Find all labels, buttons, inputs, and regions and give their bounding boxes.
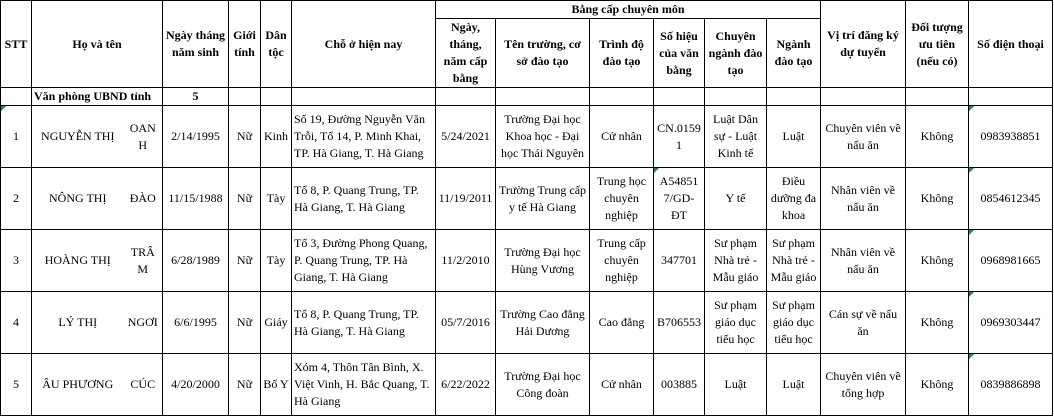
cell-stt: 1 bbox=[1, 106, 32, 168]
cell-level: Cử nhân bbox=[590, 106, 654, 168]
header-row-1 bbox=[1, 1, 1053, 19]
table-row bbox=[1, 168, 1053, 230]
cell-dob: 4/20/2000 bbox=[163, 354, 229, 416]
table-row bbox=[1, 106, 1053, 168]
cell-position: Chuyên viên về nấu ăn bbox=[821, 106, 906, 168]
table-row bbox=[1, 230, 1053, 292]
cell-cert-no: 347701 bbox=[654, 230, 705, 292]
section-empty bbox=[229, 88, 261, 106]
cell-family-name: NGUYỄN THỊ bbox=[32, 106, 124, 168]
cell-address: Tổ 3, Đường Phong Quang, P. Quang Trung, TP. Hà Giang, T. Hà Giang bbox=[292, 230, 436, 292]
cell-dob: 2/14/1995 bbox=[163, 106, 229, 168]
header-position: Vị trí đăng ký dự tuyển bbox=[821, 1, 906, 88]
cell-school: Trường Đại học Công đoàn bbox=[496, 354, 590, 416]
cell-level: Trung học chuyên nghiệp bbox=[590, 168, 654, 230]
section-empty bbox=[496, 88, 590, 106]
section-empty bbox=[906, 88, 969, 106]
cell-given-name: ĐÀO bbox=[124, 168, 163, 230]
cell-family-name: ÂU PHƯƠNG bbox=[32, 354, 124, 416]
section-empty bbox=[590, 88, 654, 106]
cell-priority: Không bbox=[906, 106, 969, 168]
cell-stt: 5 bbox=[1, 354, 32, 416]
cell-specialty: Sư phạm Nhà trẻ - Mẫu giáo bbox=[705, 230, 767, 292]
cell-address: Xóm 4, Thôn Tân Bình, X. Việt Vinh, H. Bắc Quang, T. Hà Giang bbox=[292, 354, 436, 416]
cell-address: Tổ 8, P. Quang Trung, TP. Hà Giang, T. Hà Giang bbox=[292, 292, 436, 354]
header-level: Trình độ đào tạo bbox=[590, 19, 654, 88]
cell-ethnic: Tày bbox=[261, 230, 292, 292]
cell-position: Cán sự về nấu ăn bbox=[821, 292, 906, 354]
cell-issue-date: 11/2/2010 bbox=[436, 230, 496, 292]
cell-ethnic: Bố Y bbox=[261, 354, 292, 416]
cell-school: Trường Trung cấp y tế Hà Giang bbox=[496, 168, 590, 230]
cell-specialty: Luật Dân sự - Luật Kinh tế bbox=[705, 106, 767, 168]
cell-phone: 0968981665 bbox=[969, 230, 1053, 292]
section-empty bbox=[261, 88, 292, 106]
cell-school: Trường Cao đẳng Hải Dương bbox=[496, 292, 590, 354]
header-major: Ngành đào tạo bbox=[767, 19, 821, 88]
cell-cert-no: CN.0159 1 bbox=[654, 106, 705, 168]
cell-phone: 0854612345 bbox=[969, 168, 1053, 230]
header-cert-no: Số hiệu của văn bằng bbox=[654, 19, 705, 88]
cell-given-name: TRÂM bbox=[124, 230, 163, 292]
cell-phone: 0839886898 bbox=[969, 354, 1053, 416]
cell-gender: Nữ bbox=[229, 354, 261, 416]
cell-issue-date: 6/22/2022 bbox=[436, 354, 496, 416]
section-empty bbox=[705, 88, 767, 106]
section-empty bbox=[767, 88, 821, 106]
cell-given-name: OANH bbox=[124, 106, 163, 168]
cell-address: Tổ 8, P. Quang Trung, TP. Hà Giang, T. Hà Giang bbox=[292, 168, 436, 230]
cell-school: Trường Đại học Khoa học - Đại học Thái Nguyên bbox=[496, 106, 590, 168]
table-row bbox=[1, 354, 1053, 416]
header-specialty: Chuyên ngành đào tạo bbox=[705, 19, 767, 88]
header-school: Tên trường, cơ sở đào tạo bbox=[496, 19, 590, 88]
table-row bbox=[1, 292, 1053, 354]
cell-gender: Nữ bbox=[229, 168, 261, 230]
cell-ethnic: Kinh bbox=[261, 106, 292, 168]
cell-major: Sư phạm giáo dục tiểu học bbox=[767, 292, 821, 354]
cell-major: Điều dưỡng đa khoa bbox=[767, 168, 821, 230]
cell-specialty: Sư phạm giáo dục tiểu học bbox=[705, 292, 767, 354]
cell-issue-date: 05/7/2016 bbox=[436, 292, 496, 354]
cell-cert-no: 003885 bbox=[654, 354, 705, 416]
cell-level: Cử nhân bbox=[590, 354, 654, 416]
cell-stt: 4 bbox=[1, 292, 32, 354]
cell-phone: 0983938851 bbox=[969, 106, 1053, 168]
cell-stt: 2 bbox=[1, 168, 32, 230]
cell-cert-no: A54851 7/GD-ĐT bbox=[654, 168, 705, 230]
cell-stt: 3 bbox=[1, 230, 32, 292]
cell-position: Nhân viên về nấu ăn bbox=[821, 230, 906, 292]
cell-cert-no: B706553 bbox=[654, 292, 705, 354]
cell-major: Sư phạm Nhà trẻ - Mẫu giáo bbox=[767, 230, 821, 292]
cell-priority: Không bbox=[906, 292, 969, 354]
cell-ethnic: Giáy bbox=[261, 292, 292, 354]
section-empty bbox=[654, 88, 705, 106]
cell-ethnic: Tày bbox=[261, 168, 292, 230]
header-qualification-group: Bằng cấp chuyên môn bbox=[436, 1, 821, 19]
header-stt: STT bbox=[1, 1, 32, 88]
cell-school: Trường Đại học Hùng Vương bbox=[496, 230, 590, 292]
cell-family-name: NÔNG THỊ bbox=[32, 168, 124, 230]
cell-specialty: Y tế bbox=[705, 168, 767, 230]
header-dob: Ngày tháng năm sinh bbox=[163, 1, 229, 88]
header-phone: Số điện thoại bbox=[969, 1, 1053, 88]
cell-issue-date: 11/19/2011 bbox=[436, 168, 496, 230]
section-empty bbox=[969, 88, 1053, 106]
cell-position: Chuyên viên về tổng hợp bbox=[821, 354, 906, 416]
header-issue-date: Ngày, tháng, năm cấp bằng bbox=[436, 19, 496, 88]
cell-issue-date: 5/24/2021 bbox=[436, 106, 496, 168]
cell-position: Nhân viên về nấu ăn bbox=[821, 168, 906, 230]
section-stt bbox=[1, 88, 32, 106]
cell-family-name: HOÀNG THỊ bbox=[32, 230, 124, 292]
cell-priority: Không bbox=[906, 168, 969, 230]
cell-gender: Nữ bbox=[229, 106, 261, 168]
cell-level: Trung cấp chuyên nghiệp bbox=[590, 230, 654, 292]
cell-gender: Nữ bbox=[229, 230, 261, 292]
header-priority: Đối tượng ưu tiên (nếu có) bbox=[906, 1, 969, 88]
cell-major: Luật bbox=[767, 106, 821, 168]
section-empty bbox=[436, 88, 496, 106]
header-gender: Giới tính bbox=[229, 1, 261, 88]
cell-priority: Không bbox=[906, 354, 969, 416]
section-empty bbox=[821, 88, 906, 106]
header-name: Họ và tên bbox=[32, 1, 163, 88]
cell-given-name: CÚC bbox=[124, 354, 163, 416]
cell-specialty: Luật bbox=[705, 354, 767, 416]
header-ethnic: Dân tộc bbox=[261, 1, 292, 88]
header-address: Chỗ ở hiện nay bbox=[292, 1, 436, 88]
cell-address: Số 19, Đường Nguyễn Văn Trỗi, Tổ 14, P. Minh Khai, TP. Hà Giang, T. Hà Giang bbox=[292, 106, 436, 168]
section-count: 5 bbox=[163, 88, 229, 106]
cell-priority: Không bbox=[906, 230, 969, 292]
section-empty bbox=[292, 88, 436, 106]
cell-gender: Nữ bbox=[229, 292, 261, 354]
section-row bbox=[1, 88, 1053, 106]
cell-phone: 0969303447 bbox=[969, 292, 1053, 354]
cell-major: Luật bbox=[767, 354, 821, 416]
cell-family-name: LÝ THỊ bbox=[32, 292, 124, 354]
cell-dob: 6/28/1989 bbox=[163, 230, 229, 292]
cell-dob: 6/6/1995 bbox=[163, 292, 229, 354]
cell-dob: 11/15/1988 bbox=[163, 168, 229, 230]
section-name: Văn phòng UBND tỉnh bbox=[32, 88, 163, 106]
cell-level: Cao đẳng bbox=[590, 292, 654, 354]
cell-given-name: NGƠI bbox=[124, 292, 163, 354]
